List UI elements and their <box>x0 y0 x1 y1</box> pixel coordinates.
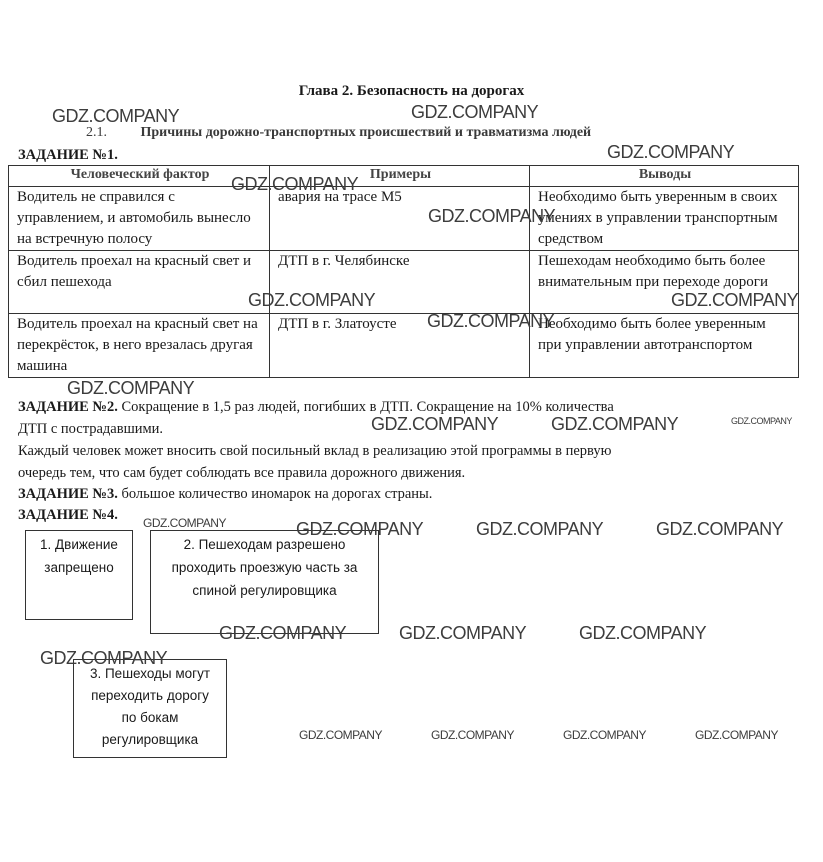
task3-line <box>18 486 432 503</box>
task4-box-1 <box>25 530 133 620</box>
watermark: GDZ.COMPANY <box>671 290 799 310</box>
watermark: GDZ.COMPANY <box>143 516 226 530</box>
task4-box-3 <box>73 659 227 758</box>
watermark: GDZ.COMPANY <box>428 206 556 226</box>
task4-box-2 <box>150 530 379 634</box>
column-header-factor: Человеческий фактор <box>9 166 270 187</box>
table-row <box>9 314 799 378</box>
example-cell: авария на трасе М5 <box>270 187 530 251</box>
watermark: GDZ.COMPANY <box>371 414 499 434</box>
column-header-conclusions: Выводы <box>530 166 799 187</box>
conclusion-cell: Необходимо быть уверенным в своих умениях в управлении транспортным средством <box>530 187 799 251</box>
task2-line3: Каждый человек может вносить свой посильный вклад в реализацию этой программы в первую <box>18 443 612 459</box>
watermark: GDZ.COMPANY <box>563 728 646 742</box>
watermark: GDZ.COMPANY <box>296 519 424 539</box>
watermark: GDZ.COMPANY <box>579 623 707 643</box>
table-row <box>9 187 799 251</box>
task2-line2: ДТП с пострадавшими. <box>18 421 164 437</box>
task4-label: ЗАДАНИЕ №4. <box>18 507 118 523</box>
column-header-examples: Примеры <box>270 166 530 187</box>
factor-cell: Водитель не справился с управлением, и автомобиль вынесло на встречную полосу <box>9 187 270 251</box>
watermark: GDZ.COMPANY <box>40 648 168 668</box>
watermark: GDZ.COMPANY <box>656 519 784 539</box>
box-line: регулировщика <box>101 732 199 747</box>
box-line: переходить дорогу <box>91 688 209 703</box>
watermark: GDZ.COMPANY <box>399 623 527 643</box>
box-line: 3. Пешеходы могут <box>89 666 211 681</box>
factors-table <box>8 165 799 378</box>
watermark: GDZ.COMPANY <box>731 416 792 426</box>
chapter-title: Глава 2. Безопасность на дорогах <box>298 83 525 99</box>
watermark: GDZ.COMPANY <box>231 174 359 194</box>
watermark: GDZ.COMPANY <box>248 290 376 310</box>
watermark: GDZ.COMPANY <box>427 311 555 331</box>
task3-label: ЗАДАНИЕ №3. <box>18 486 118 502</box>
box-line: спиной регулировщика <box>192 583 337 598</box>
box-line: по бокам <box>121 710 179 725</box>
task2-line4: очередь тем, что сам будет соблюдать все правила дорожного движения. <box>18 465 466 481</box>
watermark: GDZ.COMPANY <box>695 728 778 742</box>
watermark: GDZ.COMPANY <box>67 378 195 398</box>
box-line: проходить проезжую часть за <box>171 560 358 575</box>
example-cell: ДТП в г. Златоусте <box>270 314 530 378</box>
task2-line1 <box>18 399 614 416</box>
factor-cell: Водитель проехал на красный свет и сбил пешехода <box>9 251 270 314</box>
table-header-row <box>9 166 799 187</box>
example-cell: ДТП в г. Челябинске <box>270 251 530 314</box>
box-line: 1. Движение <box>40 537 118 552</box>
task2-text1: Сокращение в 1,5 раз людей, погибших в ДТП. Сокращение на 10% количества <box>121 399 614 415</box>
box-line: запрещено <box>44 560 114 575</box>
watermark: GDZ.COMPANY <box>476 519 604 539</box>
conclusion-cell: Пешеходам необходимо быть более внимательным при переходе дороги <box>530 251 799 314</box>
task1-label: ЗАДАНИЕ №1. <box>18 147 118 163</box>
task2-label: ЗАДАНИЕ №2. <box>18 399 118 415</box>
watermark: GDZ.COMPANY <box>551 414 679 434</box>
section-heading <box>86 125 591 141</box>
task3-text: большое количество иномарок на дорогах страны. <box>121 486 433 502</box>
factor-cell: Водитель проехал на красный свет на перекрёсток, в него врезалась другая машина <box>9 314 270 378</box>
conclusion-cell: Необходимо быть более уверенным при управлении автотранспортом <box>530 314 799 378</box>
watermark: GDZ.COMPANY <box>411 102 539 122</box>
watermark: GDZ.COMPANY <box>52 106 180 126</box>
box-line: 2. Пешеходам разрешено <box>183 537 346 552</box>
watermark: GDZ.COMPANY <box>299 728 382 742</box>
section-title: Причины дорожно-транспортных происшествий и травматизма людей <box>140 125 592 140</box>
watermark: GDZ.COMPANY <box>431 728 514 742</box>
watermark: GDZ.COMPANY <box>607 142 735 162</box>
section-number: 2.1. <box>86 125 107 140</box>
watermark: GDZ.COMPANY <box>219 623 347 643</box>
